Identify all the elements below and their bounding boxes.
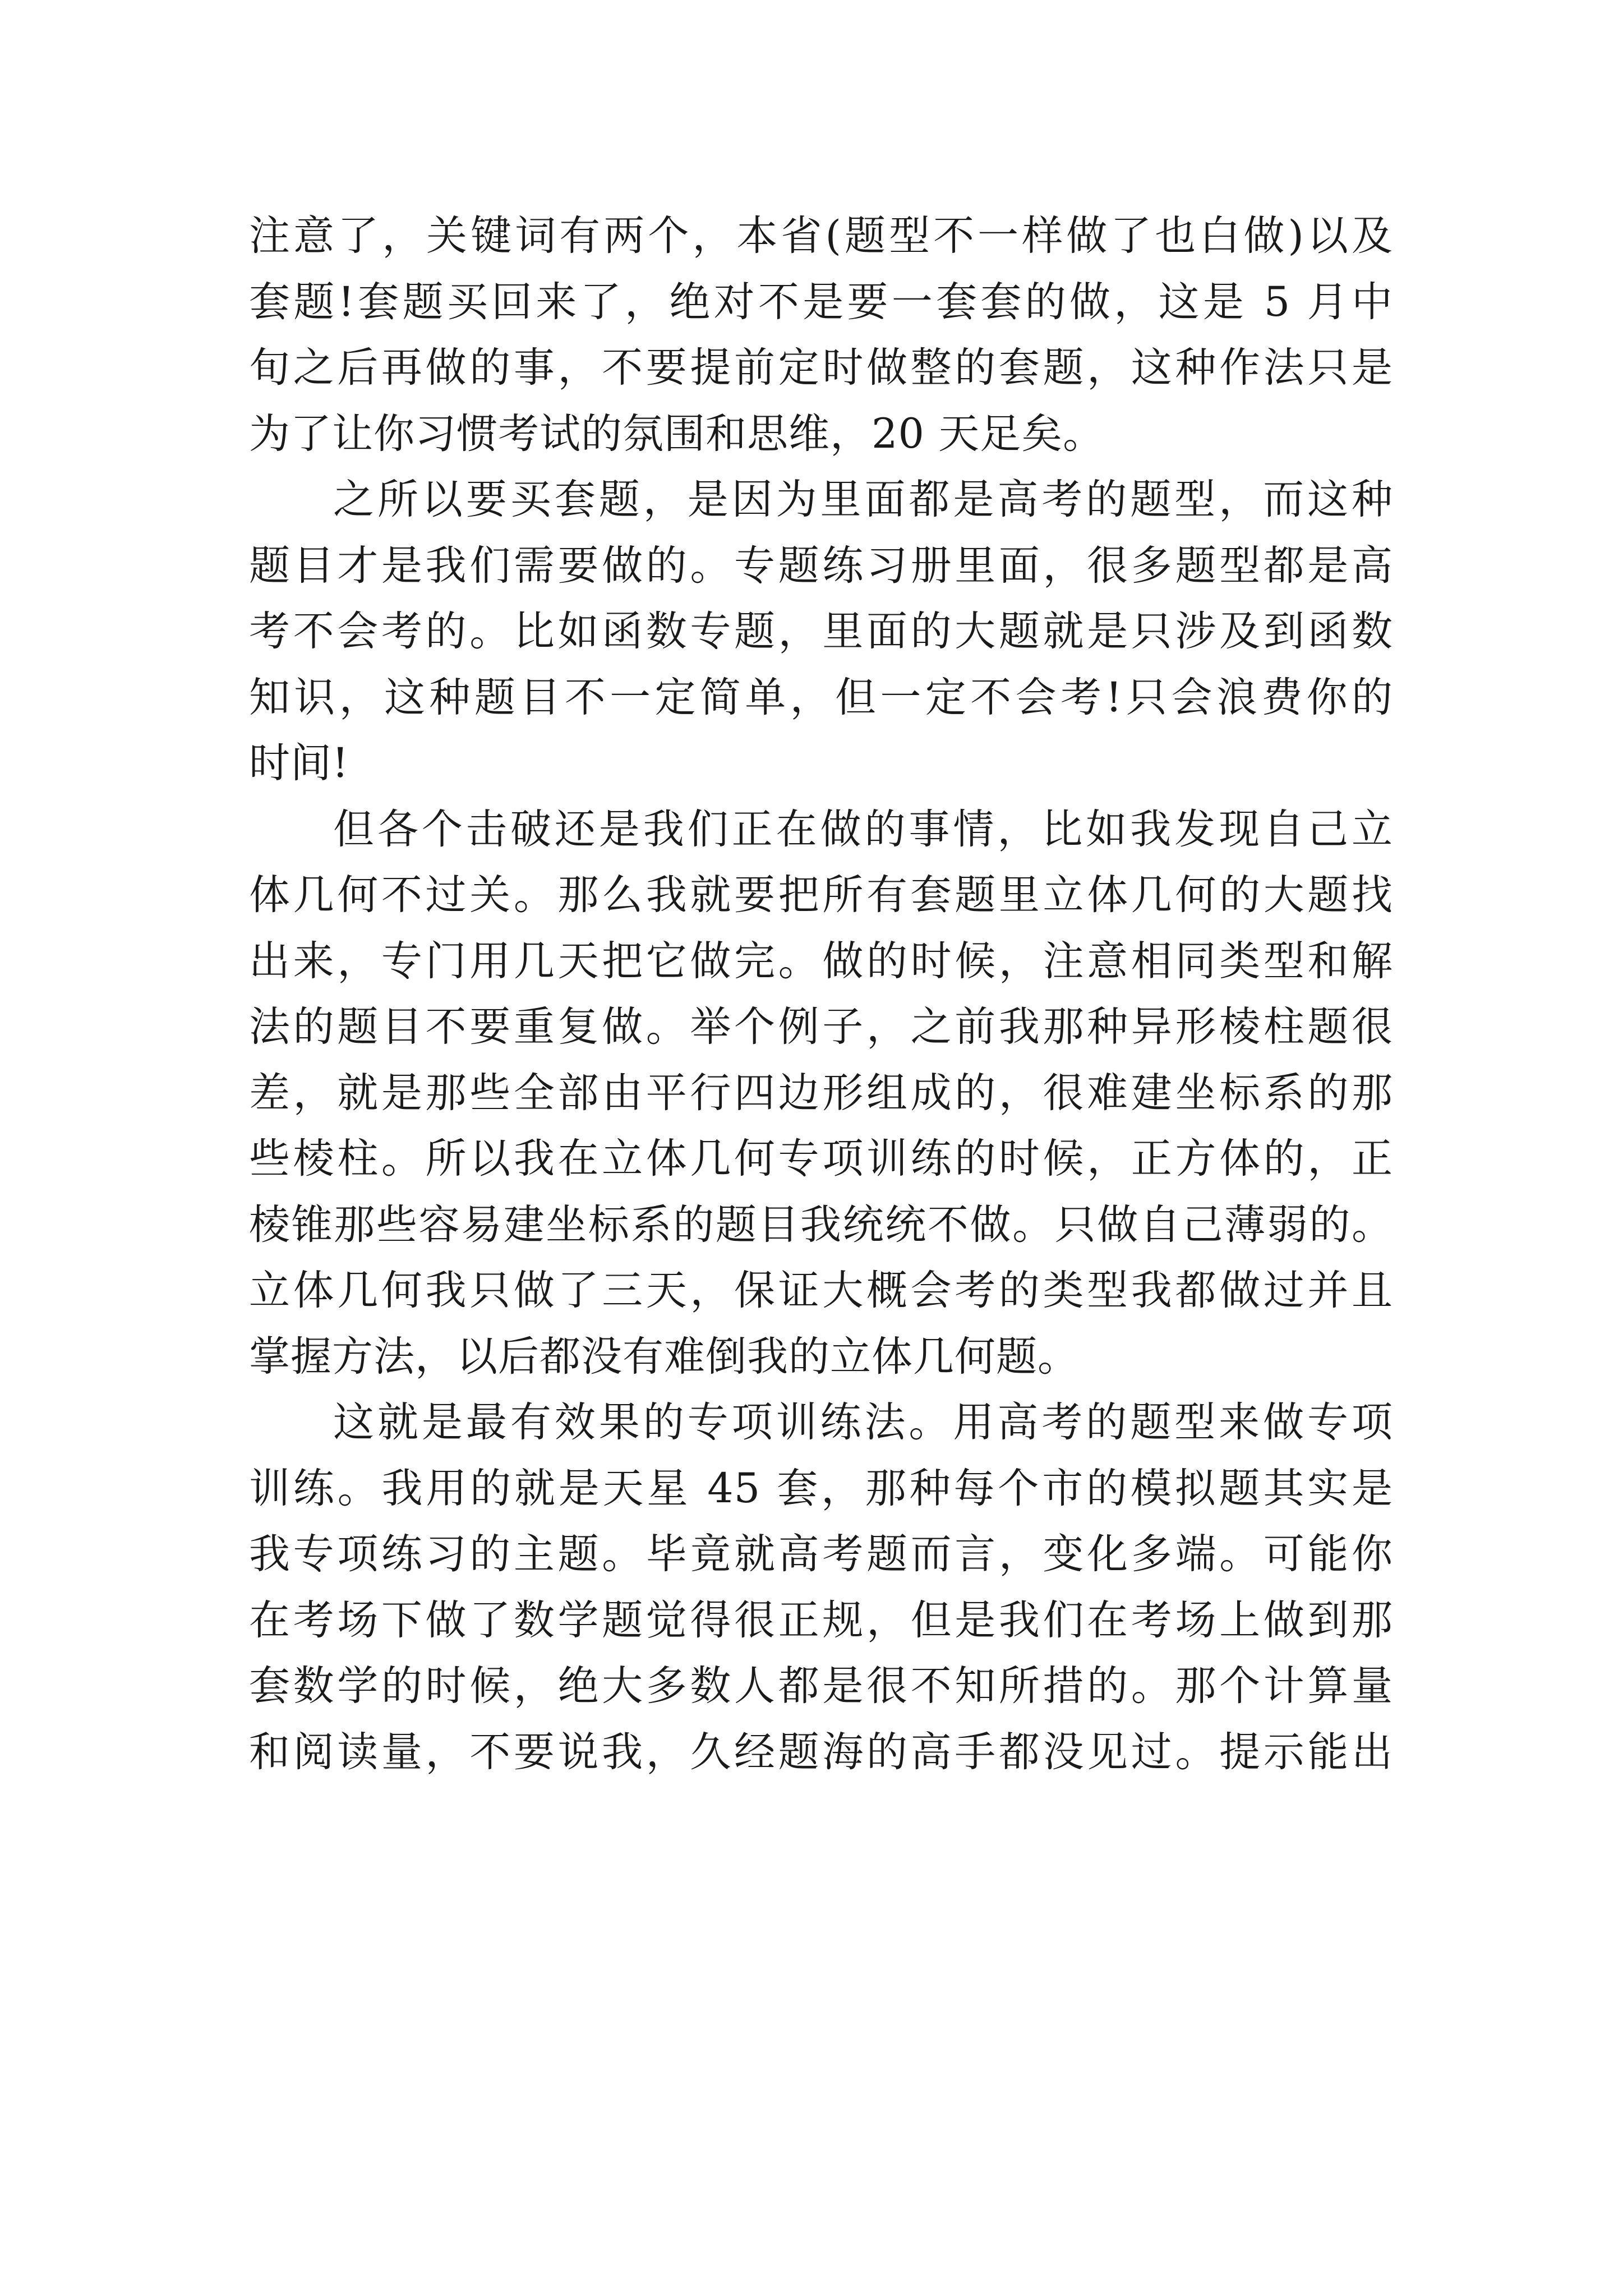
paragraph-4-line-6: 和阅读量，不要说我，久经题海的高手都没见过。提示能出 bbox=[249, 1728, 1393, 1776]
paragraph-3-line-4: 法的题目不要重复做。举个例子，之前我那种异形棱柱题很 bbox=[249, 1003, 1393, 1051]
paragraph-3-line-1: 但各个击破还是我们正在做的事情，比如我发现自己立 bbox=[333, 805, 1393, 853]
paragraph-4-line-5: 套数学的时候，绝大多数人都是很不知所措的。那个计算量 bbox=[249, 1662, 1393, 1710]
paragraph-4-line-2: 训练。我用的就是天星 45 套，那种每个市的模拟题其实是 bbox=[249, 1464, 1393, 1512]
paragraph-3-line-3: 出来，专门用几天把它做完。做的时候，注意相同类型和解 bbox=[249, 937, 1393, 985]
paragraph-2-line-3: 考不会考的。比如函数专题，里面的大题就是只涉及到函数 bbox=[249, 608, 1393, 655]
paragraph-4-line-4: 在考场下做了数学题觉得很正规，但是我们在考场上做到那 bbox=[249, 1596, 1393, 1644]
document-body bbox=[249, 203, 1393, 1785]
paragraph-2-line-5: 时间! bbox=[249, 739, 349, 787]
paragraph-1-line-2: 套题!套题买回来了，绝对不是要一套套的做，这是 5 月中 bbox=[249, 278, 1393, 326]
paragraph-1-line-3: 旬之后再做的事，不要提前定时做整的套题，这种作法只是 bbox=[249, 344, 1393, 392]
paragraph-3-line-5: 差，就是那些全部由平行四边形组成的，很难建坐标系的那 bbox=[249, 1069, 1393, 1117]
paragraph-4-line-3: 我专项练习的主题。毕竟就高考题而言，变化多端。可能你 bbox=[249, 1530, 1393, 1578]
paragraph-3-line-2: 体几何不过关。那么我就要把所有套题里立体几何的大题找 bbox=[249, 871, 1393, 919]
paragraph-1-line-4: 为了让你习惯考试的氛围和思维，20 天足矣。 bbox=[249, 409, 1105, 458]
paragraph-2-line-4: 知识，这种题目不一定简单，但一定不会考!只会浪费你的 bbox=[249, 673, 1393, 721]
paragraph-4-line-1: 这就是最有效果的专项训练法。用高考的题型来做专项 bbox=[333, 1398, 1393, 1446]
paragraph-3-line-7: 棱锥那些容易建坐标系的题目我统统不做。只做自己薄弱的。 bbox=[249, 1200, 1393, 1249]
paragraph-2-line-2: 题目才是我们需要做的。专题练习册里面，很多题型都是高 bbox=[249, 541, 1393, 590]
paragraph-3-line-8: 立体几何我只做了三天，保证大概会考的类型我都做过并且 bbox=[249, 1267, 1393, 1314]
paragraph-3-line-9: 掌握方法，以后都没有难倒我的立体几何题。 bbox=[249, 1332, 1079, 1381]
paragraph-3-line-6: 些棱柱。所以我在立体几何专项训练的时候，正方体的，正 bbox=[249, 1135, 1393, 1182]
paragraph-2-line-1: 之所以要买套题，是因为里面都是高考的题型，而这种 bbox=[333, 476, 1393, 523]
paragraph-1-line-1: 注意了，关键词有两个，本省(题型不一样做了也白做)以及 bbox=[249, 212, 1393, 260]
